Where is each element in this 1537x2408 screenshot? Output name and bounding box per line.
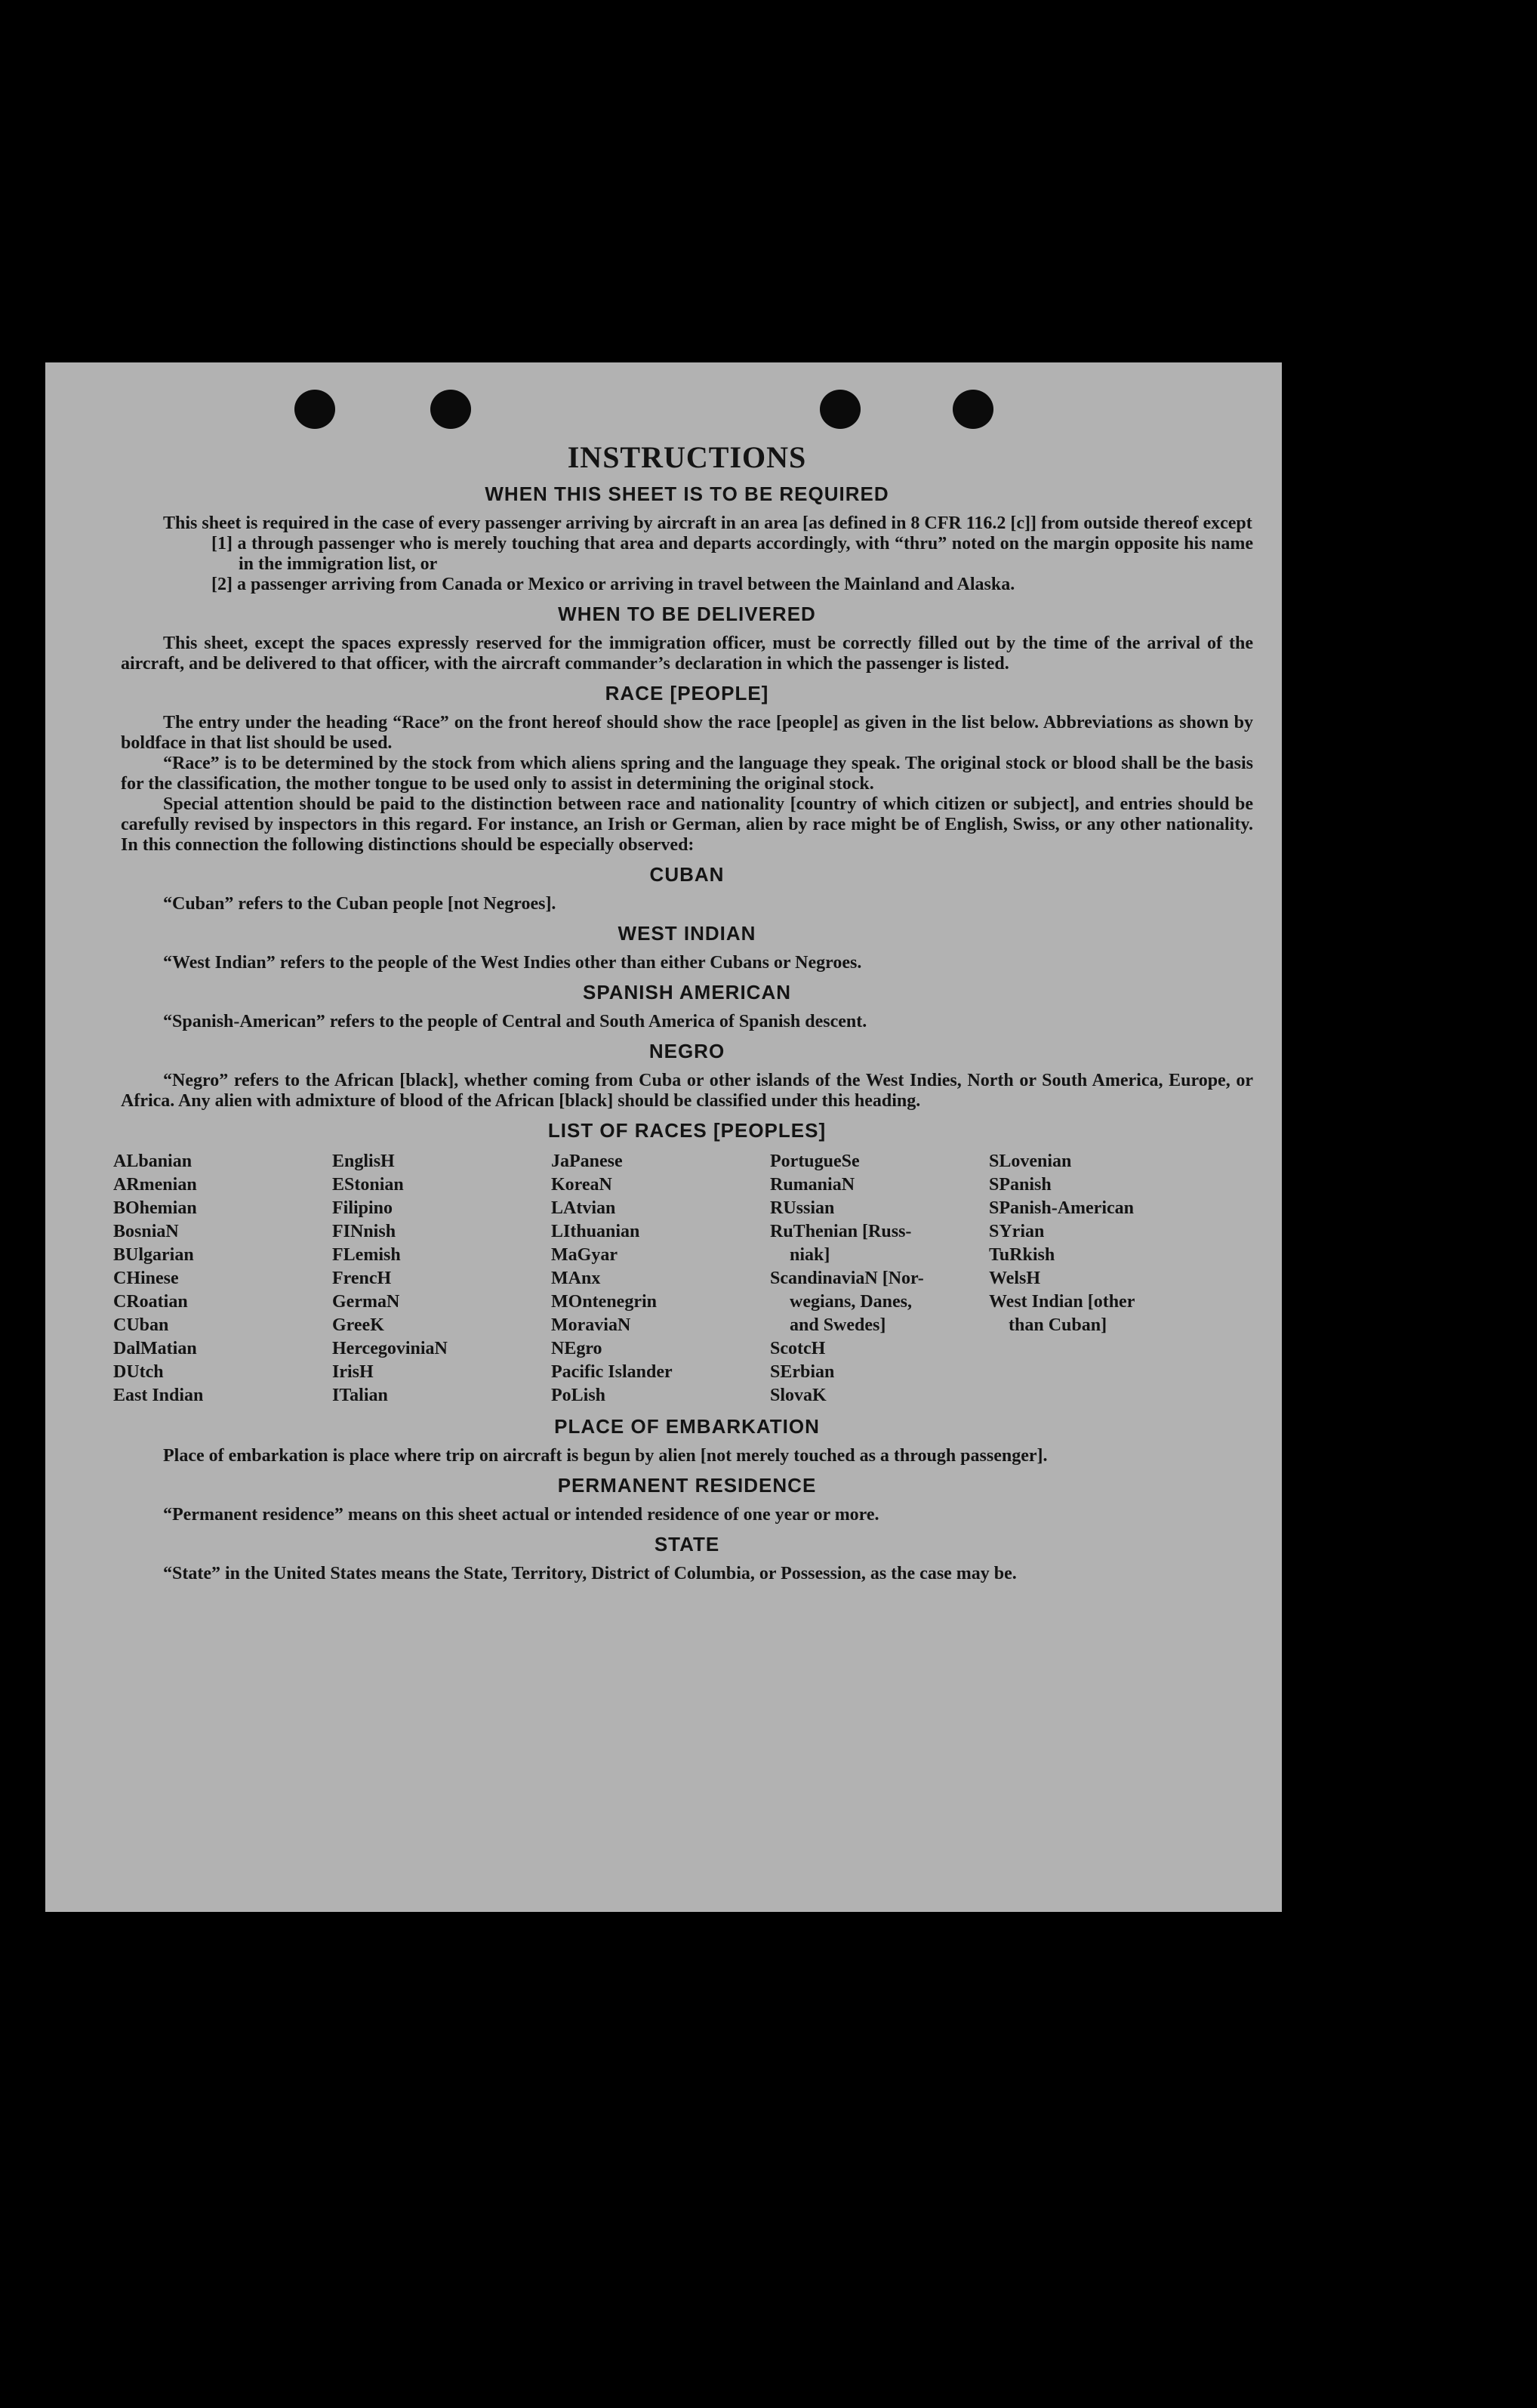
list-item: and Swedes]	[790, 1315, 886, 1335]
list-item: TuRkish	[989, 1245, 1055, 1265]
race-paragraph-2: “Race” is to be determined by the stock from which aliens spring and the language they speak. The original stock or blood shall be the basis for the classification, the mother tongue to be used only to assist in determining the original stock.	[121, 754, 1253, 794]
heading-place-of-embarkation: PLACE OF EMBARKATION	[554, 1415, 820, 1438]
when-required-item-1: [1] a through passenger who is merely touching that area and departs accordingly, with “thru” noted on the margin opposite his name in the immigration list, or	[211, 534, 1253, 574]
list-item: EStonian	[332, 1175, 404, 1195]
list-item: IrisH	[332, 1362, 374, 1382]
list-item: DUtch	[113, 1362, 164, 1382]
race-paragraph-1: The entry under the heading “Race” on the front hereof should show the race [people] as given in the list below. Abbreviations as shown by boldface in that list should be used.	[121, 713, 1253, 753]
list-item: CHinese	[113, 1269, 179, 1288]
heading-negro: NEGRO	[648, 1040, 725, 1062]
punch-hole	[953, 390, 993, 429]
list-item: WelsH	[989, 1269, 1041, 1288]
list-item: BUlgarian	[113, 1245, 194, 1265]
list-item: SlovaK	[770, 1386, 827, 1405]
races-column	[770, 1150, 989, 1407]
list-item: DalMatian	[113, 1339, 197, 1358]
list-item: Pacific Islander	[551, 1362, 673, 1382]
list-item: KoreaN	[551, 1175, 612, 1195]
list-item: FINnish	[332, 1222, 396, 1241]
list-item: West Indian [other	[989, 1292, 1135, 1312]
negro-text: “Negro” refers to the African [black], whether coming from Cuba or other islands of the West Indies, North or South America, Europe, or Africa. Any alien with admixture of blood of the African [black] should be classified under this heading.	[121, 1071, 1253, 1111]
list-item: FLemish	[332, 1245, 401, 1265]
list-item: BosniaN	[113, 1222, 179, 1241]
races-column	[332, 1150, 551, 1407]
list-item: GreeK	[332, 1315, 384, 1335]
list-item: LAtvian	[551, 1198, 616, 1218]
list-item: niak]	[790, 1245, 830, 1265]
list-item: CUban	[113, 1315, 169, 1335]
heading-state: STATE	[654, 1533, 720, 1555]
list-item: SPanish	[989, 1175, 1052, 1195]
heading-spanish-american: SPANISH AMERICAN	[582, 981, 791, 1004]
list-item: SPanish-American	[989, 1198, 1134, 1218]
list-item: ARmenian	[113, 1175, 197, 1195]
list-item: LIthuanian	[551, 1222, 640, 1241]
list-item: than Cuban]	[1009, 1315, 1107, 1335]
list-item: JaPanese	[551, 1152, 623, 1171]
list-item: FrencH	[332, 1269, 392, 1288]
permanent-residence-text: “Permanent residence” means on this sheet actual or intended residence of one year or more.	[163, 1505, 879, 1525]
when-required-intro: This sheet is required in the case of every passenger arriving by aircraft in an area [as defined in 8 CFR 116.2 [c]] from outside thereof except	[163, 513, 1252, 533]
list-item: ScotcH	[770, 1339, 826, 1358]
list-item: CRoatian	[113, 1292, 188, 1312]
list-item: MoraviaN	[551, 1315, 631, 1335]
when-delivered-text: This sheet, except the spaces expressly reserved for the immigration officer, must be correctly filled out by the time of the arrival of the aircraft, and be delivered to that officer, with the aircraft commander’s declaration in which the passenger is listed.	[121, 634, 1253, 674]
races-column	[113, 1150, 332, 1407]
heading-west-indian: WEST INDIAN	[618, 922, 756, 945]
list-item: RUssian	[770, 1198, 835, 1218]
heading-race: RACE [PEOPLE]	[605, 682, 769, 705]
scanned-document-page	[45, 362, 1282, 1912]
list-item: Filipino	[332, 1198, 393, 1218]
list-item: East Indian	[113, 1386, 204, 1405]
heading-cuban: CUBAN	[649, 863, 725, 886]
list-item: MOntenegrin	[551, 1292, 657, 1312]
heading-when-required: WHEN THIS SHEET IS TO BE REQUIRED	[485, 483, 889, 505]
spanish-american-text: “Spanish-American” refers to the people of Central and South America of Spanish descent.	[163, 1012, 867, 1031]
list-item: PoLish	[551, 1386, 606, 1405]
list-item: BOhemian	[113, 1198, 197, 1218]
punch-hole	[430, 390, 471, 429]
heading-permanent-residence: PERMANENT RESIDENCE	[557, 1474, 817, 1497]
list-item: ITalian	[332, 1386, 388, 1405]
list-item: GermaN	[332, 1292, 400, 1312]
punch-hole	[294, 390, 335, 429]
list-item: HercegoviniaN	[332, 1339, 448, 1358]
list-item: EnglisH	[332, 1152, 395, 1171]
races-column	[989, 1150, 1215, 1407]
list-item: SLovenian	[989, 1152, 1072, 1171]
state-text: “State” in the United States means the State, Territory, District of Columbia, or Possession, as the case may be.	[163, 1564, 1017, 1583]
cuban-text: “Cuban” refers to the Cuban people [not Negroes].	[163, 894, 556, 914]
race-paragraph-3: Special attention should be paid to the distinction between race and nationality [country of which citizen or subject], and entries should be carefully revised by inspectors in this regard. For instance, an Irish or German, alien by race might be of English, Swiss, or any other nationality. In this connection the following distinctions should be especially observed:	[121, 794, 1253, 855]
heading-list-of-races: LIST OF RACES [PEOPLES]	[547, 1119, 827, 1142]
list-item: SYrian	[989, 1222, 1045, 1241]
list-item: NEgro	[551, 1339, 602, 1358]
instructions-body	[113, 439, 1253, 1584]
races-column	[551, 1150, 770, 1407]
list-item: ScandinaviaN [Nor-	[770, 1269, 924, 1288]
list-item: RumaniaN	[770, 1175, 855, 1195]
punch-hole	[820, 390, 861, 429]
list-item: MaGyar	[551, 1245, 618, 1265]
list-item: MAnx	[551, 1269, 601, 1288]
heading-when-delivered: WHEN TO BE DELIVERED	[558, 603, 816, 625]
list-item: RuThenian [Russ-	[770, 1222, 912, 1241]
west-indian-text: “West Indian” refers to the people of the West Indies other than either Cubans or Negroes.	[163, 953, 862, 973]
list-item: ALbanian	[113, 1152, 193, 1171]
place-of-embarkation-text: Place of embarkation is place where trip on aircraft is begun by alien [not merely touched as a through passenger].	[163, 1446, 1048, 1466]
list-item: SErbian	[770, 1362, 835, 1382]
list-of-races	[113, 1150, 1253, 1407]
page-title: INSTRUCTIONS	[567, 440, 807, 474]
when-required-item-2: [2] a passenger arriving from Canada or Mexico or arriving in travel between the Mainland and Alaska.	[211, 575, 1015, 594]
list-item: wegians, Danes,	[790, 1292, 913, 1312]
list-item: PortugueSe	[770, 1152, 860, 1171]
